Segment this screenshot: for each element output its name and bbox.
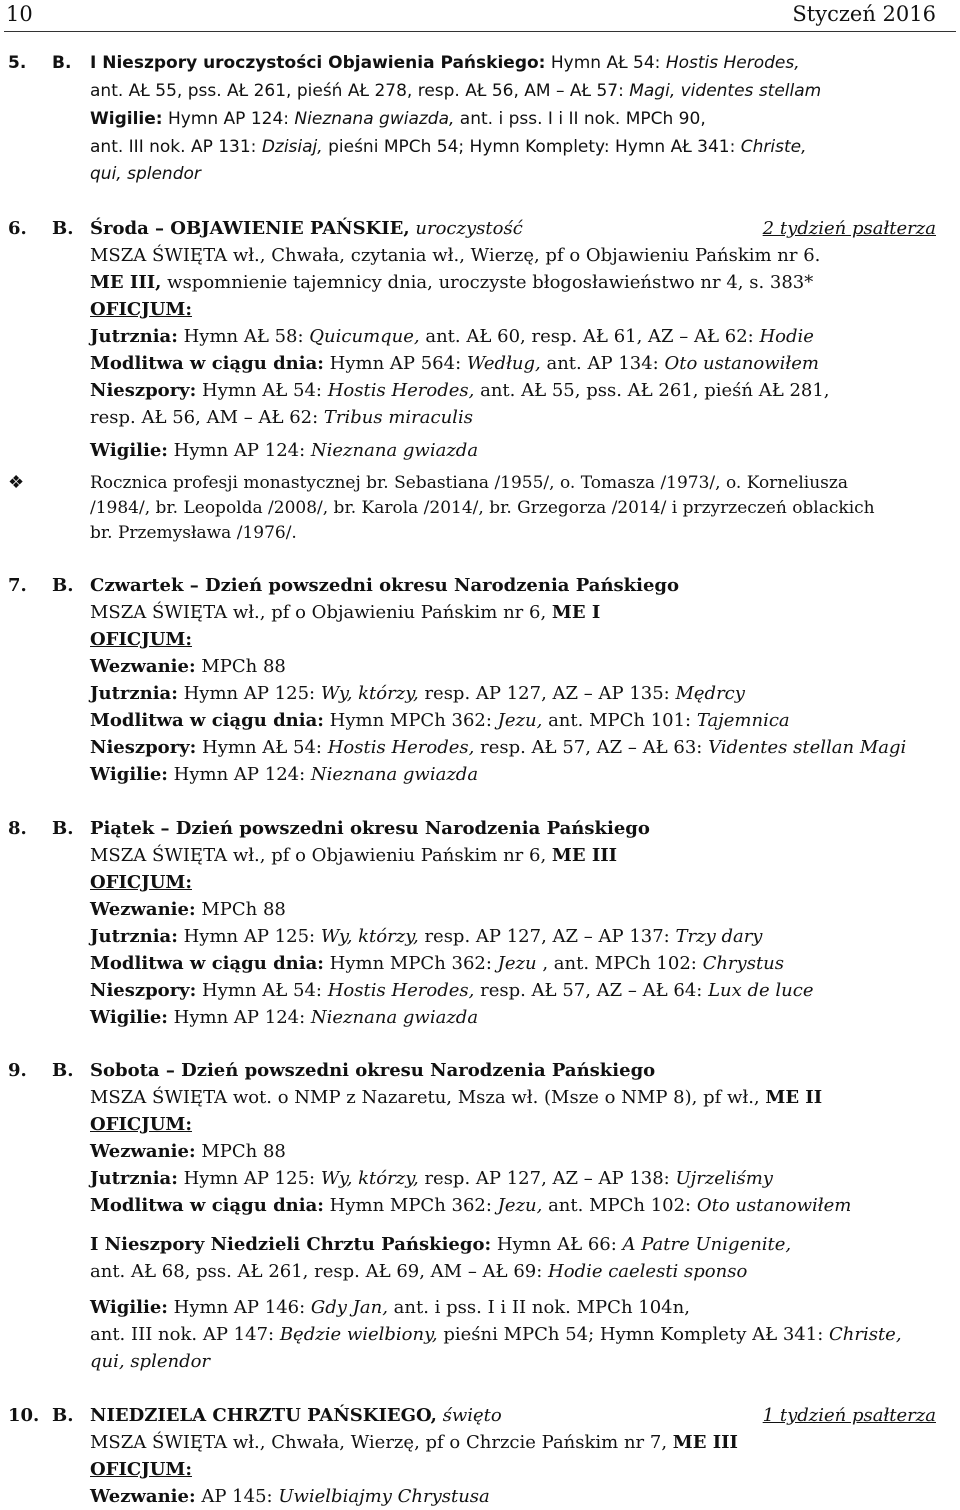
- hour-label: Wezwanie:: [90, 899, 196, 920]
- hymn-title: Wy, którzy,: [320, 683, 419, 704]
- hour-label: Modlitwa w ciągu dnia:: [90, 353, 324, 374]
- day-number: 5.: [8, 53, 27, 73]
- text: Hymn AP 125:: [177, 683, 321, 704]
- feast-rank: uroczystość: [409, 218, 523, 239]
- line: [90, 80, 821, 102]
- hymn-title: Nieznana gwiazda: [310, 440, 479, 461]
- hymn-title: Jezu,: [497, 1195, 543, 1216]
- text: Hymn AŁ 66:: [491, 1234, 623, 1255]
- text: Hymn AP 124:: [167, 440, 311, 461]
- mass-line: [90, 845, 617, 867]
- day-color: B.: [52, 53, 72, 73]
- antiphon-title: Dzisiaj,: [261, 137, 323, 157]
- page-header: [0, 0, 960, 30]
- vespers-line: [90, 380, 830, 402]
- hymn-title: Quicumque,: [309, 326, 420, 347]
- antiphon-title: Mędrcy: [675, 683, 745, 704]
- antiphon-title: Magi, videntes stellam: [629, 81, 822, 101]
- text: Hymn AP 564:: [323, 353, 467, 374]
- line: qui, splendor: [90, 164, 201, 184]
- antiphon-title: Oto ustanowiłem: [664, 353, 819, 374]
- hour-label: Wezwanie:: [90, 1141, 196, 1162]
- invitatory-line: [90, 656, 286, 678]
- hour-label: Jutrznia:: [90, 1168, 178, 1189]
- hymn-title: Nieznana gwiazda: [310, 1007, 479, 1028]
- text: AP 145:: [195, 1486, 279, 1507]
- hour-label: Nieszpory:: [90, 980, 197, 1001]
- line: [90, 1324, 902, 1346]
- invitatory-line: [90, 1486, 490, 1508]
- hour-label: Jutrznia:: [90, 926, 178, 947]
- hymn-title: Gdy Jan,: [310, 1297, 388, 1318]
- midday-line: [90, 353, 819, 375]
- hymn-title: Według,: [466, 353, 541, 374]
- text: ant. i pss. I i II nok. MPCh 104n,: [387, 1297, 690, 1318]
- antiphon-title: Lux de luce: [708, 980, 814, 1001]
- antiphon-title: Hodie caelesti sponso: [548, 1261, 748, 1282]
- vespers-line: [90, 737, 906, 759]
- first-vespers-line: [90, 1234, 791, 1256]
- hymn-title: Jezu: [497, 953, 537, 974]
- vigils-line: [90, 1007, 478, 1029]
- text: ant. AP 134:: [540, 353, 665, 374]
- vigils-line: [90, 440, 478, 462]
- day-title: Piątek – Dzień powszedni okresu Narodzenia Pańskiego: [90, 818, 650, 839]
- mass-line: [90, 1432, 738, 1454]
- text: MPCh 88: [195, 656, 286, 677]
- text: ant. AŁ 60, resp. AŁ 61, AZ – AŁ 62:: [419, 326, 760, 347]
- text: Hymn AP 124:: [167, 1007, 311, 1028]
- antiphon-title: Chrystus: [702, 953, 785, 974]
- invitatory-line: [90, 899, 286, 921]
- mass-line: MSZA ŚWIĘTA wł., Chwała, czytania wł., Wierzę, pf o Objawieniu Pańskim nr 6.: [90, 245, 821, 266]
- day-title: [90, 1405, 502, 1427]
- text: ant. MPCh 101:: [542, 710, 697, 731]
- mass-line: [90, 1087, 822, 1109]
- text: resp. AŁ 57, AZ – AŁ 64:: [474, 980, 709, 1001]
- text: Hymn AP 146:: [167, 1297, 311, 1318]
- text: Hymn AŁ 54:: [545, 53, 666, 73]
- lauds-line: [90, 926, 762, 948]
- text: ant. III nok. AP 147:: [90, 1324, 280, 1345]
- day-number: 6.: [8, 218, 27, 239]
- invitatory-line: [90, 1141, 286, 1163]
- hour-label: Wigilie:: [90, 1297, 168, 1318]
- hymn-title: Nieznana gwiazda,: [294, 109, 455, 129]
- oficjum-heading: OFICJUM:: [90, 1114, 192, 1135]
- midday-line: [90, 710, 790, 732]
- text: MPCh 88: [195, 899, 286, 920]
- text: Hymn AP 125:: [177, 926, 321, 947]
- antiphon-title: Uwielbiajmy Chrystusa: [278, 1486, 490, 1507]
- day-color: B.: [52, 218, 74, 239]
- hymn-title: Christe,: [828, 1324, 902, 1345]
- hour-label: Wigilie:: [90, 1007, 168, 1028]
- text: pieśni MPCh 54; Hymn Komplety AŁ 341:: [437, 1324, 829, 1345]
- psalter-week: 2 tydzień psałterza: [762, 218, 936, 239]
- text: wspomnienie tajemnicy dnia, uroczyste błogosławieństwo nr 4, s. 383*: [161, 272, 814, 293]
- oficjum-heading: OFICJUM:: [90, 872, 192, 893]
- day-color: B.: [52, 1405, 74, 1426]
- feast-name: NIEDZIELA CHRZTU PAŃSKIEGO,: [90, 1405, 437, 1426]
- antiphon-title: Tribus miraculis: [323, 407, 473, 428]
- vespers-heading: I Nieszpory uroczystości Objawienia Pańskiego:: [90, 53, 546, 73]
- line: [90, 108, 706, 130]
- hour-label: Jutrznia:: [90, 683, 178, 704]
- text: , ant. MPCh 102:: [536, 953, 703, 974]
- oficjum-heading: OFICJUM:: [90, 1459, 192, 1480]
- day-number: 8.: [8, 818, 27, 839]
- antiphon-title: Ujrzeliśmy: [675, 1168, 773, 1189]
- vespers-heading: I Nieszpory Niedzieli Chrztu Pańskiego:: [90, 1234, 492, 1255]
- header-rule: [4, 31, 956, 32]
- antiphon-title: Oto ustanowiłem: [696, 1195, 852, 1216]
- mass-line: [90, 602, 600, 624]
- hymn-title: Hostis Herodes,: [665, 53, 800, 73]
- lauds-line: [90, 326, 814, 348]
- ending-ref: ME III: [551, 845, 618, 866]
- psalter-week: 1 tydzień psałterza: [762, 1405, 936, 1426]
- text: Hymn AP 124:: [162, 109, 295, 129]
- text: ant. III nok. AP 131:: [90, 137, 262, 157]
- text: Hymn AŁ 58:: [177, 326, 310, 347]
- text: resp. AP 127, AZ – AP 135:: [418, 683, 676, 704]
- day-number: 10.: [8, 1405, 40, 1426]
- text: ant. AŁ 68, pss. AŁ 261, resp. AŁ 69, AM – AŁ 69:: [90, 1261, 549, 1282]
- text: resp. AP 127, AZ – AP 138:: [418, 1168, 676, 1189]
- antiphon-title: Hodie: [759, 326, 814, 347]
- diamond-bullet-icon: ❖: [8, 472, 25, 493]
- text: Hymn AŁ 54:: [196, 737, 328, 758]
- antiphon-title: Trzy dary: [675, 926, 763, 947]
- oficjum-heading: OFICJUM:: [90, 299, 192, 320]
- oficjum-heading: OFICJUM:: [90, 629, 192, 650]
- hour-label: Nieszpory:: [90, 380, 197, 401]
- text: resp. AŁ 56, AM – AŁ 62:: [90, 407, 324, 428]
- antiphon-title: Będzie wielbiony,: [279, 1324, 438, 1345]
- hymn-title: Nieznana gwiazda: [310, 764, 479, 785]
- hour-label: Wigilie:: [90, 109, 163, 129]
- vespers-line: [90, 980, 813, 1002]
- hour-label: Jutrznia:: [90, 326, 178, 347]
- text: resp. AŁ 57, AZ – AŁ 63:: [474, 737, 709, 758]
- hymn-title: Hostis Herodes,: [327, 980, 475, 1001]
- day-title: [90, 218, 523, 240]
- vigils-line: [90, 764, 478, 786]
- hour-label: Modlitwa w ciągu dnia:: [90, 710, 324, 731]
- text: MSZA ŚWIĘTA wł., pf o Objawieniu Pańskim nr 6,: [90, 845, 552, 866]
- day-number: 7.: [8, 575, 27, 596]
- hymn-title: A Patre Unigenite,: [622, 1234, 792, 1255]
- feast-rank: święto: [436, 1405, 502, 1426]
- page-number: 10: [6, 2, 33, 26]
- hour-label: Wezwanie:: [90, 656, 196, 677]
- text: resp. AP 127, AZ – AP 137:: [418, 926, 676, 947]
- text: Hymn AP 125:: [177, 1168, 321, 1189]
- day-title: Sobota – Dzień powszedni okresu Narodzenia Pańskiego: [90, 1060, 656, 1081]
- hour-label: Nieszpory:: [90, 737, 197, 758]
- text: MSZA ŚWIĘTA wot. o NMP z Nazaretu, Msza wł. (Msze o NMP 8), pf wł.,: [90, 1087, 766, 1108]
- text: ant. MPCh 102:: [542, 1195, 697, 1216]
- line: [90, 136, 807, 158]
- hymn-title: Hostis Herodes,: [327, 380, 475, 401]
- day-color: B.: [52, 1060, 74, 1081]
- line: qui, splendor: [90, 1351, 211, 1372]
- text: Hymn AŁ 54:: [196, 980, 328, 1001]
- line: [90, 272, 813, 294]
- text: MPCh 88: [195, 1141, 286, 1162]
- text: Hymn AŁ 54:: [196, 380, 328, 401]
- text: Hymn MPCh 362:: [323, 1195, 498, 1216]
- lauds-line: [90, 683, 745, 705]
- antiphon-title: Videntes stellan Magi: [708, 737, 907, 758]
- hymn-title: Wy, którzy,: [320, 1168, 419, 1189]
- anniversary-text: Rocznica profesji monastycznej br. Sebastiana /1955/, o. Tomasza /1973/, o. Korneliusza: [90, 473, 848, 493]
- day-color: B.: [52, 575, 74, 596]
- line: [90, 407, 473, 429]
- text: ant. AŁ 55, pss. AŁ 261, pieśń AŁ 278, resp. AŁ 56, AM – AŁ 57:: [90, 81, 630, 101]
- text: Hymn AP 124:: [167, 764, 311, 785]
- header-date: Styczeń 2016: [792, 2, 936, 26]
- hymn-title: Jezu,: [497, 710, 543, 731]
- hymn-title: Christe,: [740, 137, 807, 157]
- lauds-line: [90, 1168, 773, 1190]
- hour-label: Modlitwa w ciągu dnia:: [90, 953, 324, 974]
- text: MSZA ŚWIĘTA wł., Chwała, Wierzę, pf o Chrzcie Pańskim nr 7,: [90, 1432, 673, 1453]
- hour-label: Wigilie:: [90, 764, 168, 785]
- hour-label: Wigilie:: [90, 440, 168, 461]
- midday-line: [90, 953, 784, 975]
- day-number: 9.: [8, 1060, 27, 1081]
- hour-label: Modlitwa w ciągu dnia:: [90, 1195, 324, 1216]
- hymn-title: Wy, którzy,: [320, 926, 419, 947]
- day-color: B.: [52, 818, 74, 839]
- text: MSZA ŚWIĘTA wł., pf o Objawieniu Pańskim nr 6,: [90, 602, 552, 623]
- anniversary-text: /1984/, br. Leopolda /2008/, br. Karola /2014/, br. Grzegorza /2014/ i przyrzeczeń oblackich: [90, 498, 875, 518]
- midday-line: [90, 1195, 851, 1217]
- text: pieśni MPCh 54; Hymn Komplety: Hymn AŁ 341:: [322, 137, 741, 157]
- line: [90, 52, 800, 74]
- day-title: Czwartek – Dzień powszedni okresu Narodzenia Pańskiego: [90, 575, 680, 596]
- text: Hymn MPCh 362:: [323, 953, 498, 974]
- ending-ref: ME III: [672, 1432, 738, 1453]
- line: [90, 1261, 747, 1283]
- text: Hymn MPCh 362:: [323, 710, 498, 731]
- vigils-line: [90, 1297, 690, 1319]
- ending-ref: ME III,: [90, 272, 162, 293]
- antiphon-title: Tajemnica: [696, 710, 790, 731]
- anniversary-text: br. Przemysława /1976/.: [90, 523, 297, 543]
- hour-label: Wezwanie:: [90, 1486, 196, 1507]
- text: ant. AŁ 55, pss. AŁ 261, pieśń AŁ 281,: [474, 380, 830, 401]
- feast-name: Środa – OBJAWIENIE PAŃSKIE,: [90, 218, 410, 239]
- text: ant. i pss. I i II nok. MPCh 90,: [454, 109, 706, 129]
- ending-ref: ME I: [551, 602, 601, 623]
- ending-ref: ME II: [765, 1087, 823, 1108]
- hymn-title: Hostis Herodes,: [327, 737, 475, 758]
